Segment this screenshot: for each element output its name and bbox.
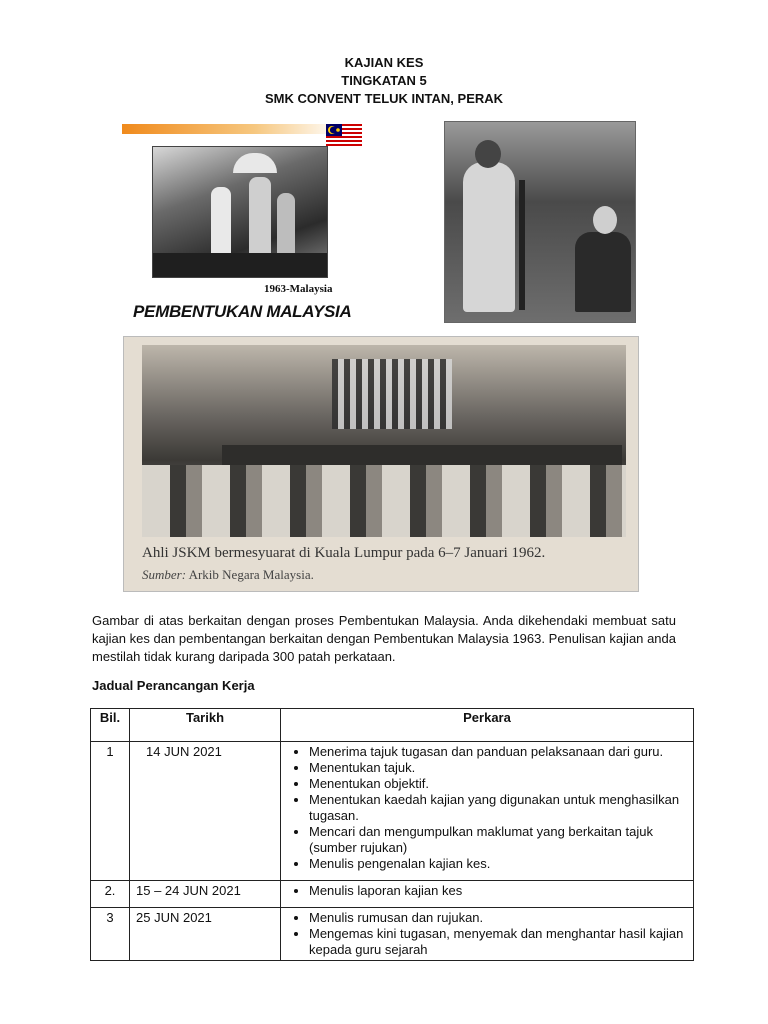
table-row — [91, 742, 694, 881]
row-tasks — [281, 742, 694, 881]
malaysia-flag-icon — [326, 124, 362, 148]
photo-1963-ceremony — [152, 146, 328, 278]
photo-speech — [444, 121, 636, 323]
microphone-stand — [519, 180, 525, 310]
row-bil: 3 — [91, 908, 130, 961]
header-tarikh: Tarikh — [130, 709, 281, 742]
figure-shape — [211, 187, 231, 257]
stage-floor — [153, 253, 327, 277]
list-item: • Menulis laporan kajian kes — [309, 883, 687, 899]
figure-shape — [277, 193, 295, 257]
meeting-scene — [142, 345, 626, 537]
header-form: TINGKATAN 5 — [341, 73, 427, 88]
list-item: • Menerima tajuk tugasan dan panduan pelaksanaan dari guru. — [309, 744, 687, 760]
list-item: • Menentukan objektif. — [309, 776, 687, 792]
table-row — [91, 908, 694, 961]
task-list — [287, 744, 687, 872]
list-item: • Menulis pengenalan kajian kes. — [309, 856, 687, 872]
seated-figure — [575, 232, 631, 312]
flags-row — [332, 359, 452, 429]
photo-caption: Ahli JSKM bermesyuarat di Kuala Lumpur pada 6–7 Januari 1962. — [142, 545, 546, 561]
task-list — [287, 910, 687, 958]
work-plan-table — [90, 708, 694, 961]
figure-head — [593, 206, 617, 234]
plan-title: Jadual Perancangan Kerja — [92, 678, 255, 693]
source-label: Sumber: — [142, 567, 187, 582]
header-school: SMK CONVENT TELUK INTAN, PERAK — [264, 91, 504, 106]
header-title: KAJIAN KES — [344, 55, 424, 70]
umbrella-shape — [233, 153, 277, 173]
header-bil: Bil. — [91, 709, 130, 742]
source-text: Arkib Negara Malaysia. — [186, 567, 314, 582]
figure-head — [475, 140, 501, 168]
row-date: 14 JUN 2021 — [130, 742, 281, 881]
row-date: 15 – 24 JUN 2021 — [130, 881, 281, 908]
list-item: • Mencari dan mengumpulkan maklumat yang berkaitan tajuk (sumber rujukan) — [309, 824, 687, 856]
task-list — [287, 883, 687, 899]
list-item: • Menentukan tajuk. — [309, 760, 687, 776]
figure-shape — [249, 177, 271, 257]
photo-source — [124, 567, 314, 583]
document-header — [0, 54, 768, 108]
photo-year-label: 1963-Malaysia — [264, 283, 333, 295]
header-perkara: Perkara — [281, 709, 694, 742]
row-tasks — [281, 908, 694, 961]
photo-jskm-meeting — [123, 336, 639, 592]
list-item: • Menentukan kaedah kajian yang digunakan untuk menghasilkan tugasan. — [309, 792, 687, 824]
seated-delegates — [142, 465, 626, 537]
table-row — [91, 881, 694, 908]
orange-banner-stripe — [122, 124, 342, 134]
list-item: • Mengemas kini tugasan, menyemak dan menghantar hasil kajian kepada guru sejarah — [309, 926, 687, 958]
intro-paragraph: Gambar di atas berkaitan dengan proses Pembentukan Malaysia. Anda dikehendaki membuat satu kajian kes dan pembentangan berkaitan dengan Pembentukan Malaysia 1963. Penulisan kajian anda mestilah tidak kurang daripada 300 patah perkataan. — [92, 613, 676, 664]
row-tasks — [281, 881, 694, 908]
row-bil: 2. — [91, 881, 130, 908]
list-item: • Menulis rumusan dan rujukan. — [309, 910, 687, 926]
standing-figure — [463, 162, 515, 312]
banner-title: PEMBENTUKAN MALAYSIA — [133, 302, 352, 321]
row-date: 25 JUN 2021 — [130, 908, 281, 961]
row-bil: 1 — [91, 742, 130, 881]
table-header-row — [91, 709, 694, 742]
